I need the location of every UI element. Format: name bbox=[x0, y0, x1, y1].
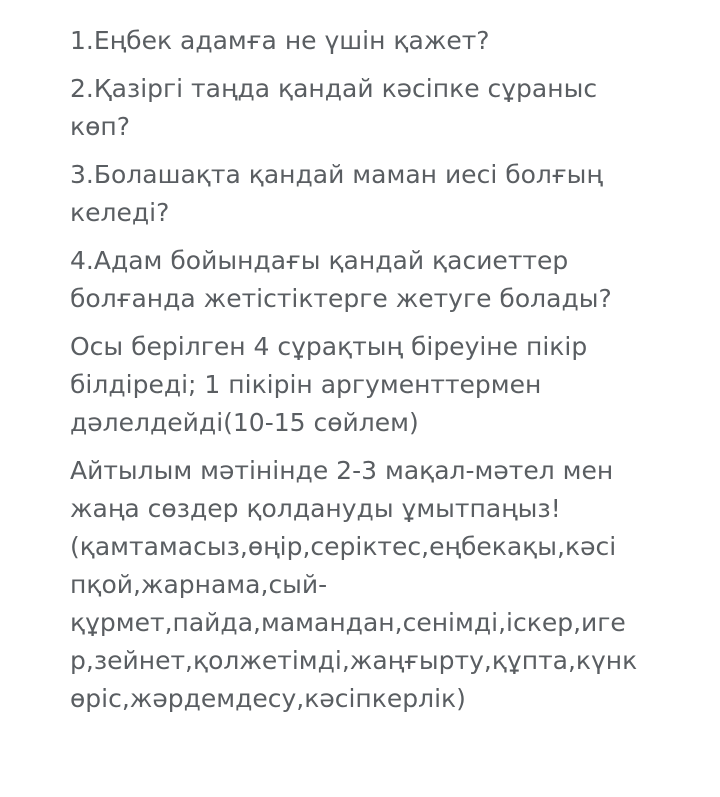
question-4-line-1: 4.Адам бойындағы қандай қасиеттер bbox=[70, 246, 569, 275]
reminder-line-2: жаңа сөздер қолдануды ұмытпаңыз! bbox=[70, 494, 561, 523]
question-3-line-1: 3.Болашақта қандай маман иесі болғың bbox=[70, 160, 603, 189]
question-4-line-2: болғанда жетістіктерге жетуге болады? bbox=[70, 284, 612, 313]
reminder-line-4: пқой,жарнама,сый- bbox=[70, 570, 328, 599]
question-2-line-1: 2.Қазіргі таңда қандай кәсіпке сұраныс bbox=[70, 74, 598, 103]
question-1 bbox=[70, 22, 710, 60]
instruction-paragraph bbox=[70, 328, 710, 442]
document-text bbox=[70, 22, 710, 728]
reminder-line-3: (қамтамасыз,өңір,серіктес,еңбекақы,кәсі bbox=[70, 532, 617, 561]
reminder-line-5: құрмет,пайда,мамандан,сенімді,іскер,иге bbox=[70, 608, 626, 637]
question-2-line-2: көп? bbox=[70, 112, 131, 141]
question-1-line-1: 1.Еңбек адамға не үшін қажет? bbox=[70, 26, 490, 55]
reminder-paragraph bbox=[70, 452, 710, 718]
reminder-line-1: Айтылым мәтінінде 2-3 мақал-мәтел мен bbox=[70, 456, 614, 485]
reminder-line-6: р,зейнет,қолжетімді,жаңғырту,құпта,күнк bbox=[70, 646, 638, 675]
instruction-line-2: білдіреді; 1 пікірін аргументтермен bbox=[70, 370, 542, 399]
instruction-line-1: Осы берілген 4 сұрақтың біреуіне пікір bbox=[70, 332, 588, 361]
question-4 bbox=[70, 242, 710, 318]
instruction-line-3: дәлелдейді(10-15 сөйлем) bbox=[70, 408, 419, 437]
reminder-line-7: өріс,жәрдемдесу,кәсіпкерлік) bbox=[70, 684, 466, 713]
question-3 bbox=[70, 156, 710, 232]
question-3-line-2: келеді? bbox=[70, 198, 170, 227]
question-2 bbox=[70, 70, 710, 146]
